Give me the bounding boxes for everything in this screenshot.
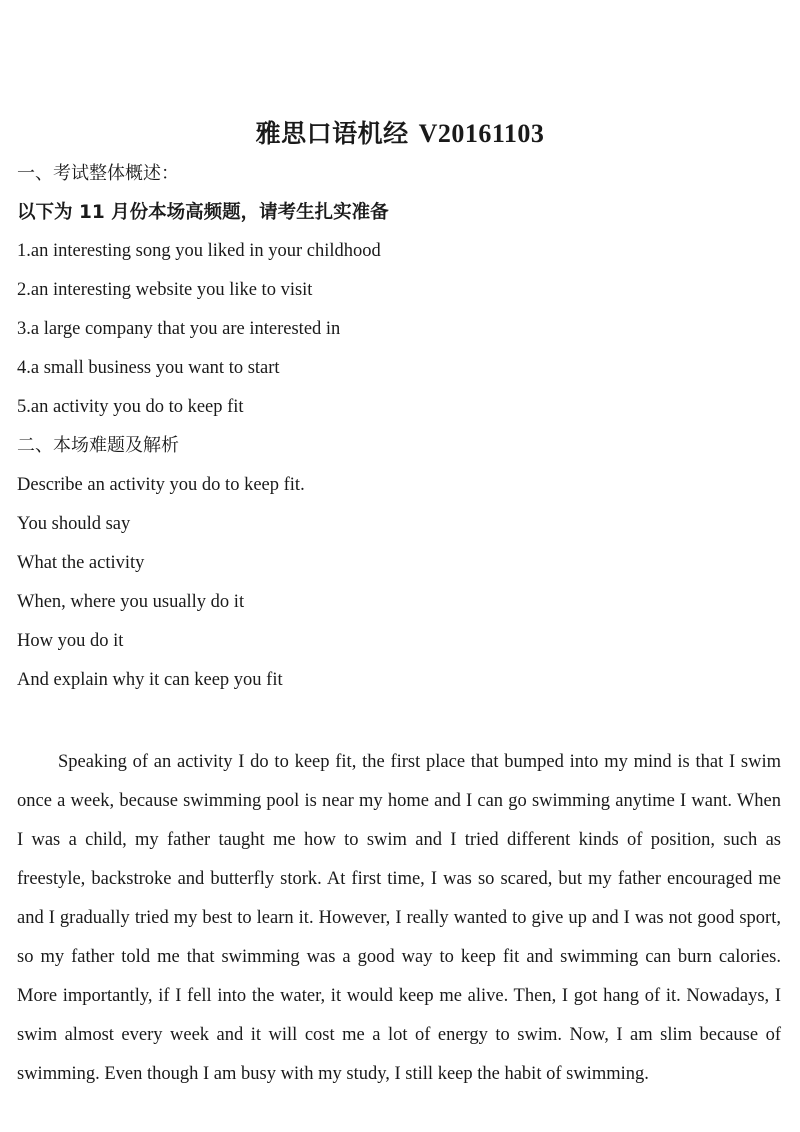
prompt-line-4: When, where you usually do it xyxy=(17,592,245,612)
topic-item-3: 3.a large company that you are interested in xyxy=(17,319,341,339)
prompt-line-5: How you do it xyxy=(17,631,124,651)
prompt-line-1: Describe an activity you do to keep fit. xyxy=(17,475,305,495)
topic-item-2: 2.an interesting website you like to visit xyxy=(17,280,313,300)
topic-item-4: 4.a small business you want to start xyxy=(17,358,280,378)
prompt-line-6: And explain why it can keep you fit xyxy=(17,670,283,690)
sample-answer-paragraph: Speaking of an activity I do to keep fit, the first place that bumped into my mind is that I swim once a week, because swimming pool is near my home and I can go swimming anytime I want. When I was a child, my father taught me how to swim and I tried different kinds of position, such as freestyle, backstroke and butterfly stork. At first time, I was so scared, but my father encouraged me and I gradually tried my best to learn it. However, I really wanted to give up and I was not good sport, so my father told me that swimming was a good way to keep fit and swimming can burn calories. More importantly, if I fell into the water, it would keep me alive. Then, I got hang of it. Nowadays, I swim almost every week and it will cost me a lot of energy to swim. Now, I am slim because of swimming. Even though I am busy with my study, I still keep the habit of swimming. xyxy=(17,752,781,1084)
title-code: V20161103 xyxy=(418,119,545,148)
title-main: 雅思口语机经 xyxy=(255,119,409,148)
prompt-line-3: What the activity xyxy=(17,553,145,573)
section2-heading: 二、本场难题及解析 xyxy=(17,435,179,456)
section1-heading: 一、考试整体概述： xyxy=(17,163,179,184)
topic-item-5: 5.an activity you do to keep fit xyxy=(17,397,244,417)
document-title xyxy=(0,114,800,150)
prompt-line-2: You should say xyxy=(17,514,131,534)
section1-intro: 以下为 11 月份本场高频题，请考生扎实准备 xyxy=(17,202,389,223)
topic-item-1: 1.an interesting song you liked in your childhood xyxy=(17,241,381,261)
